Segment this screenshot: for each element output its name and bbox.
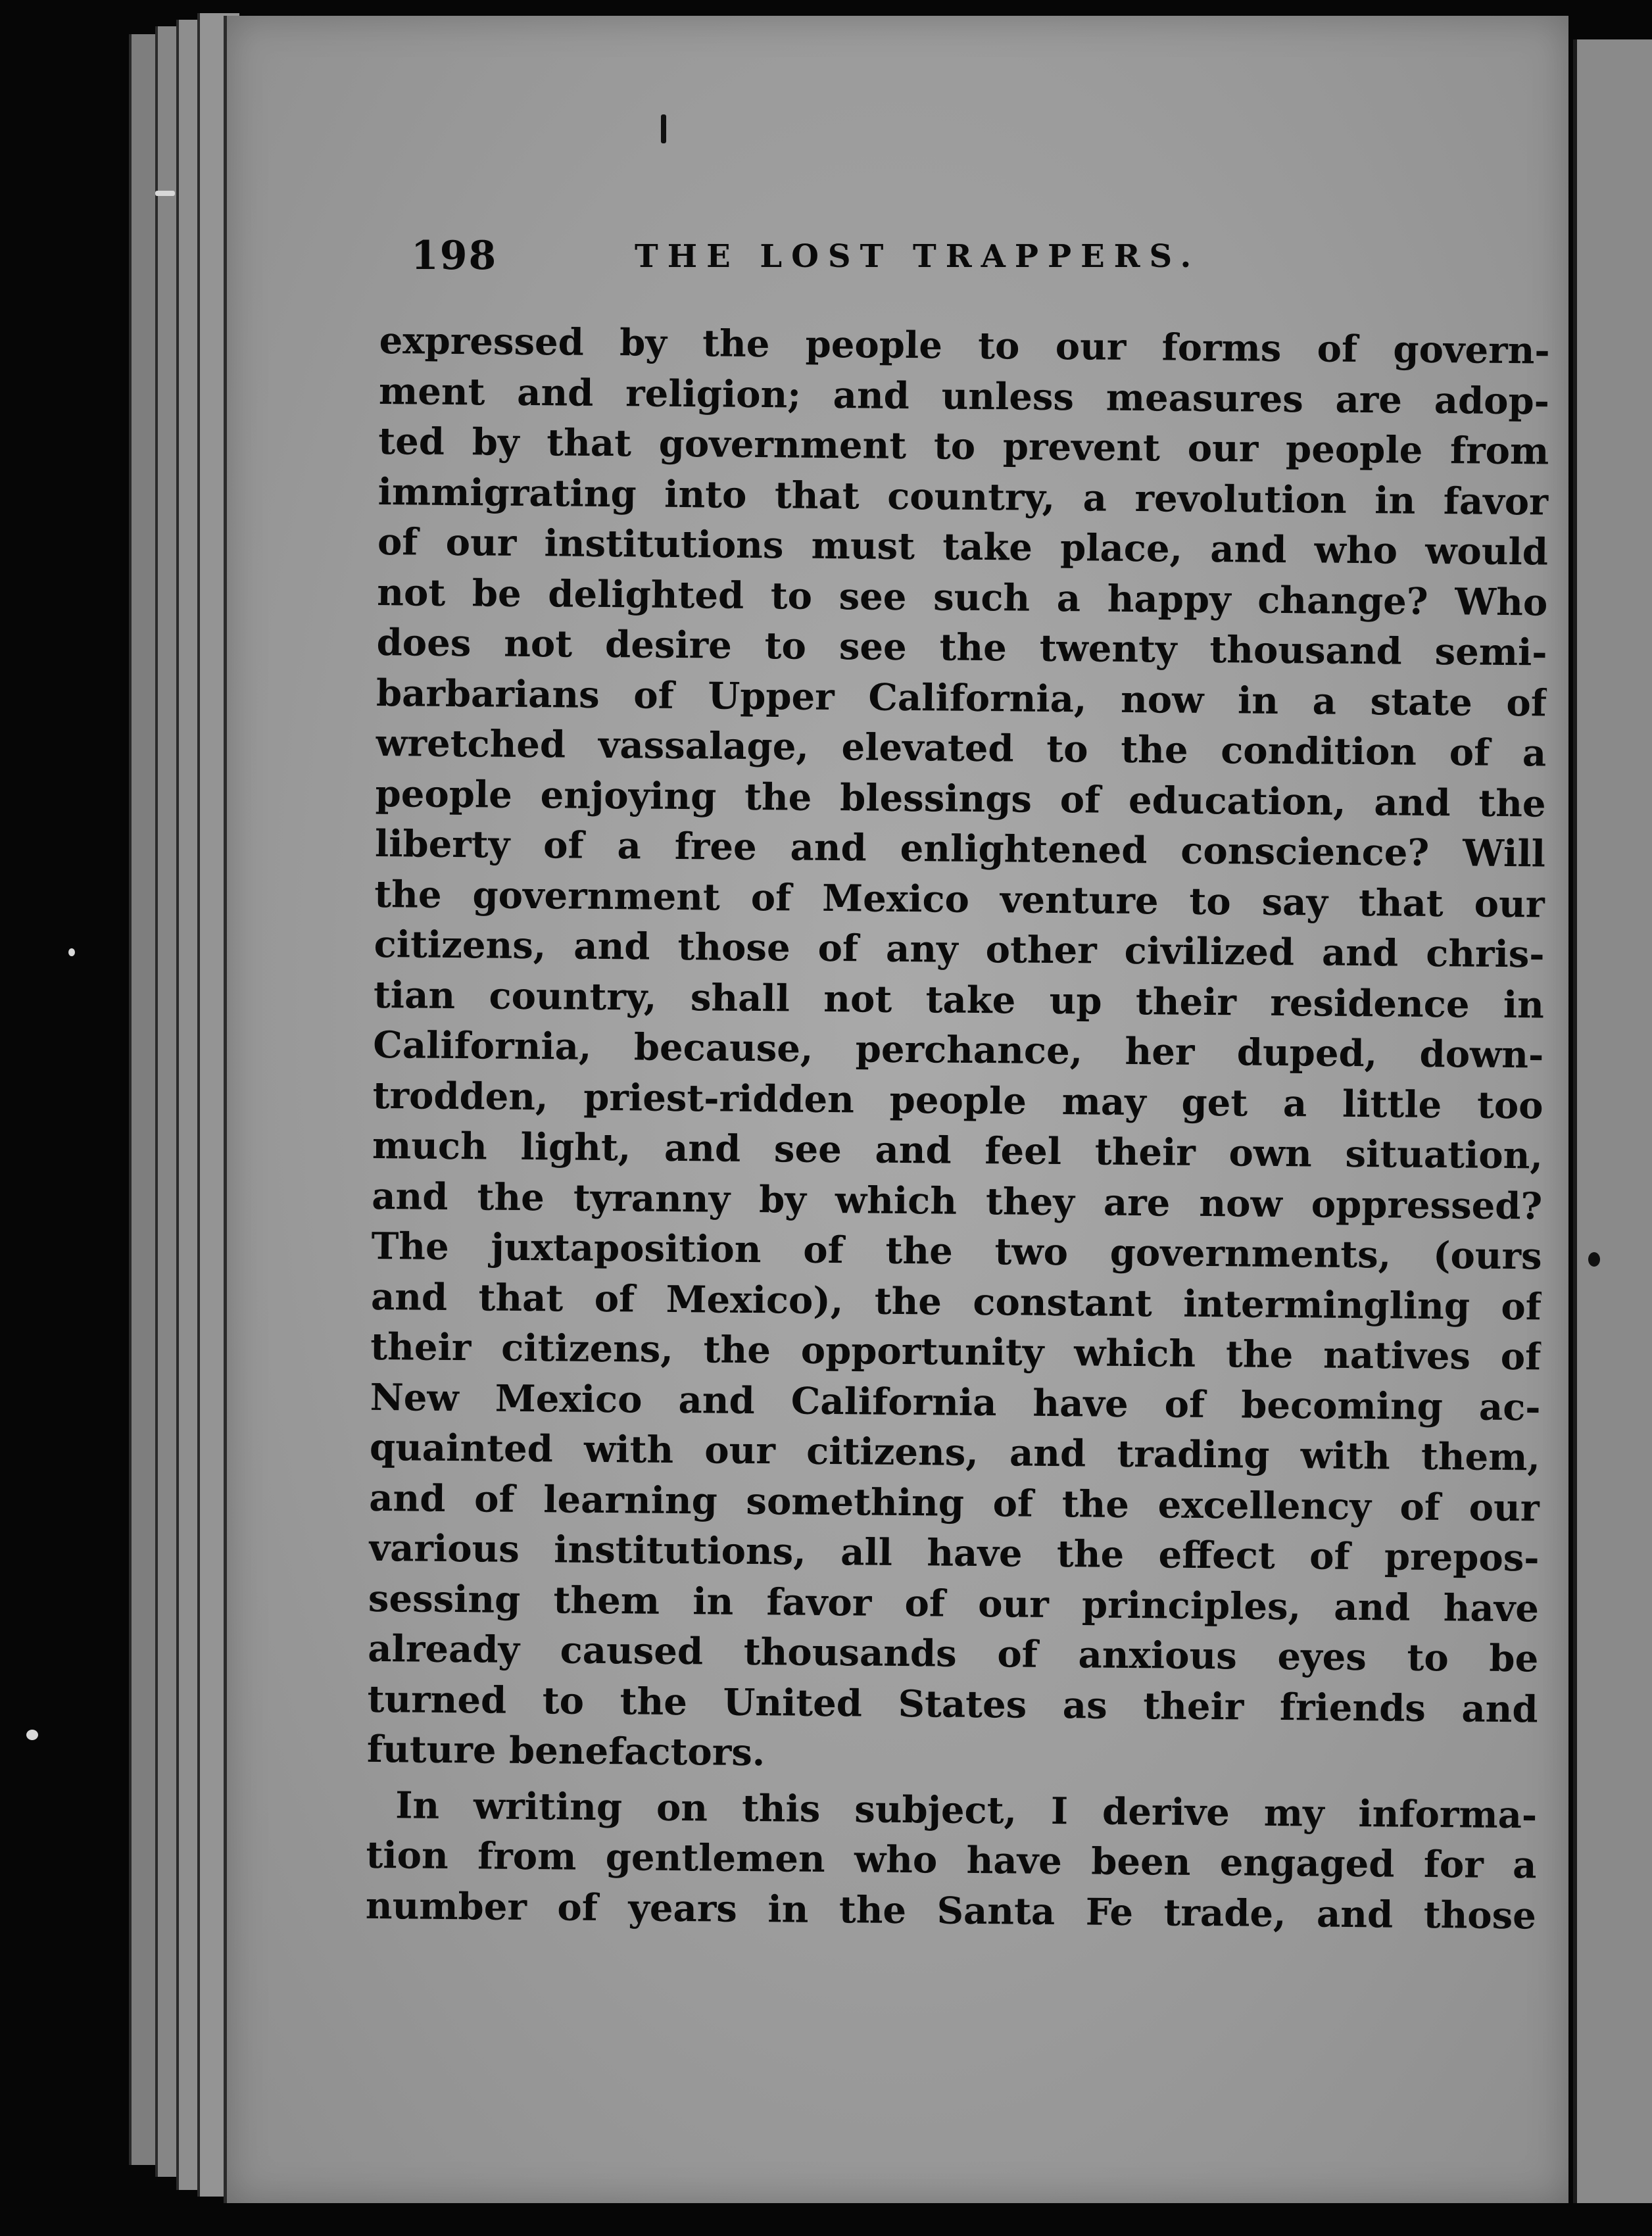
text-line: much light, and see and feel their own situation, — [372, 1123, 1543, 1178]
page-header — [411, 233, 1542, 285]
text-line: and of learning something of the excellency of our — [369, 1476, 1540, 1530]
text-line: California, because, perchance, her duped, down- — [373, 1023, 1544, 1077]
text-line: citizens, and those of any other civilized and chris- — [374, 922, 1545, 977]
running-head: THE LOST TRAPPERS. — [635, 238, 1201, 275]
scan-speck — [26, 1730, 38, 1740]
text-line: their citizens, the opportunity which the natives of — [370, 1325, 1542, 1379]
ink-mark — [661, 114, 666, 143]
page-number: 198 — [411, 233, 498, 279]
text-line: not be delighted to see such a happy change? Who — [377, 570, 1548, 625]
ink-mark — [1588, 1252, 1600, 1267]
text-line: sessing them in favor of our principles, and have — [368, 1576, 1540, 1630]
body-text — [366, 316, 1550, 1941]
book-page — [224, 16, 1568, 2203]
text-line: turned to the United States as their friends and — [367, 1677, 1538, 1731]
text-line: tian country, shall not take up their residence in — [373, 973, 1545, 1027]
text-line: trodden, priest-ridden people may get a little too — [372, 1073, 1543, 1127]
text-line: expressed by the people to our forms of govern- — [379, 318, 1550, 373]
scan-speck — [155, 191, 175, 196]
text-line: immigrating into that country, a revolution in favor — [377, 470, 1549, 524]
text-line: In writing on this subject, I derive my informa- — [395, 1783, 1538, 1837]
text-line: liberty of a free and enlightened conscience? Will — [374, 821, 1546, 876]
scan-speck — [68, 948, 75, 956]
text-line: the government of Mexico venture to say that our — [374, 872, 1545, 926]
text-line: New Mexico and California have of becoming ac- — [370, 1375, 1541, 1429]
text-line: already caused thousands of anxious eyes to be — [368, 1626, 1539, 1681]
text-line: people enjoying the blessings of education, and the — [375, 771, 1546, 826]
text-line: The juxtaposition of the two governments, (ours — [371, 1224, 1542, 1278]
text-line: various institutions, all have the effect of prepos- — [368, 1526, 1540, 1580]
paragraph — [367, 316, 1550, 1785]
text-line: barbarians of Upper California, now in a state of — [376, 671, 1547, 725]
text-line: does not desire to see the twenty thousand semi- — [376, 620, 1547, 675]
text-line: of our institutions must take place, and who would — [377, 520, 1549, 574]
text-line: future benefactors. — [366, 1727, 765, 1775]
text-line: wretched vassalage, elevated to the condition of a — [376, 721, 1547, 775]
text-line: quainted with our citizens, and trading with them, — [369, 1425, 1541, 1480]
text-line: number of years in the Santa Fe trade, and those — [365, 1884, 1537, 1937]
text-line: tion from gentlemen who have been engaged for a — [366, 1833, 1537, 1887]
paragraph — [366, 1780, 1538, 1941]
facing-page-edge — [1573, 39, 1652, 2203]
text-line: ment and religion; and unless measures are adop- — [378, 369, 1550, 424]
text-line: and that of Mexico), the constant intermingling of — [370, 1275, 1542, 1328]
text-line: ted by that government to prevent our people from — [378, 419, 1549, 474]
text-line: and the tyranny by which they are now oppressed? — [372, 1174, 1543, 1228]
